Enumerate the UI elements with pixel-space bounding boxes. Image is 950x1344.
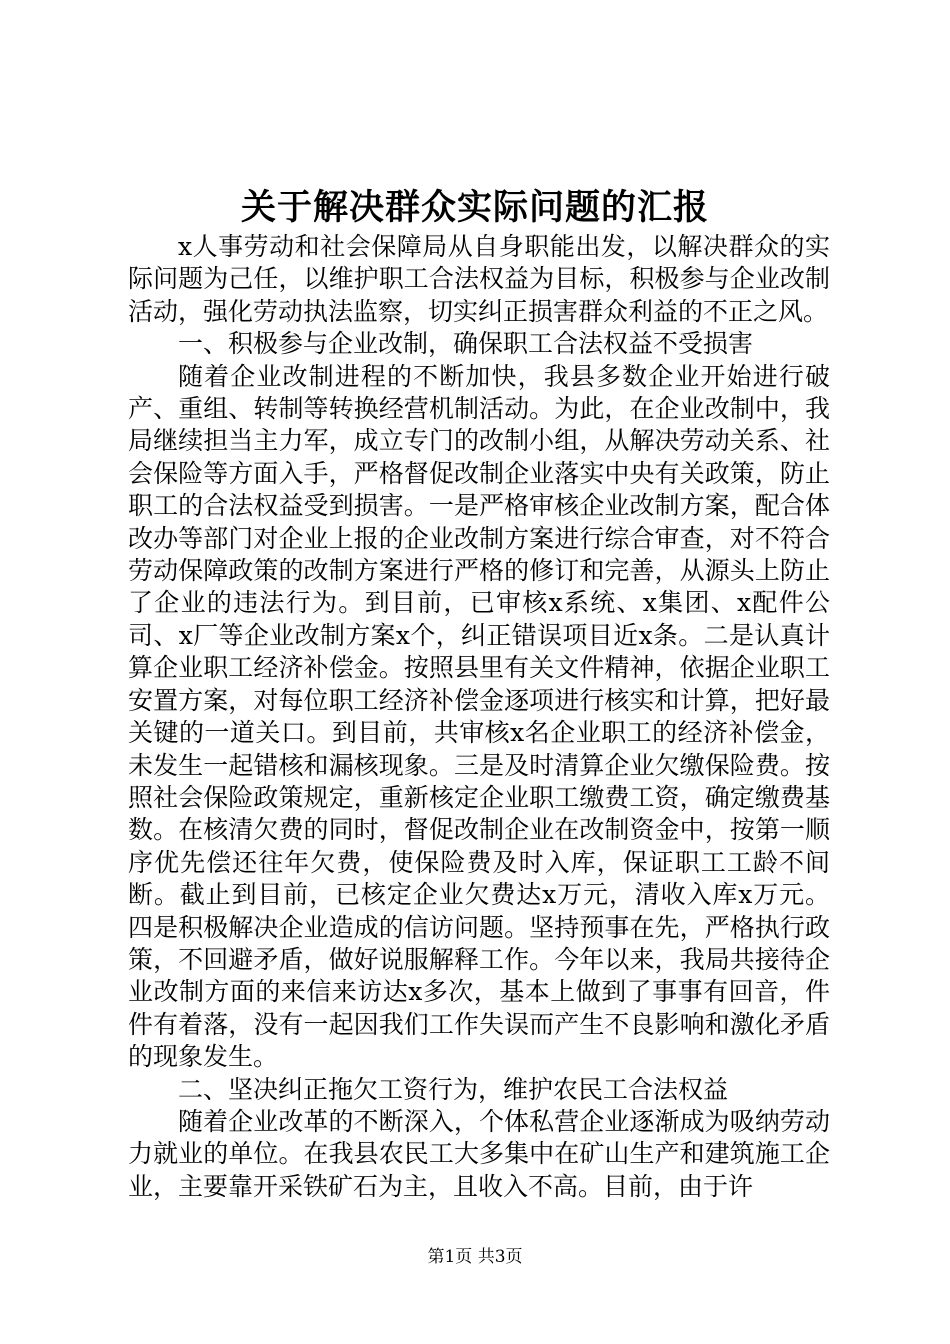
document-body — [128, 231, 830, 1203]
page-number-footer: 第1页 共3页 — [427, 1247, 523, 1267]
section-heading-2: 二、坚决纠正拖欠工资行为，维护农民工合法权益 — [178, 1074, 729, 1104]
document-title: 关于解决群众实际问题的汇报 — [240, 187, 709, 228]
intro-paragraph: x人事劳动和社会保障局从自身职能出发，以解决群众的实际问题为己任，以维护职工合法权益为目标，积极参与企业改制活动，强化劳动执法监察，切实纠正损害群众利益的不正之风。 — [128, 232, 830, 326]
section-2-paragraph: 随着企业改革的不断深入，个体私营企业逐渐成为吸纳劳动力就业的单位。在我县农民工大多集中在矿山生产和建筑施工企业，主要靠开采铁矿石为主，且收入不高。目前，由于许 — [128, 1106, 830, 1201]
section-1-paragraph: 随着企业改制进程的不断加快，我县多数企业开始进行破产、重组、转制等转换经营机制活动。为此，在企业改制中，我局继续担当主力军，成立专门的改制小组，从解决劳动关系、社会保险等方面入手，严格督促改制企业落实中央有关政策，防止职工的合法权益受到损害。一是严格审核企业改制方案，配合体改办等部门对企业上报的企业改制方案进行综合审查，对不符合劳动保障政策的改制方案进行严格的修订和完善，从源头上防止了企业的违法行为。到目前，已审核x系统、x集团、x配件公司、x厂等企业改制方案x个，纠正错误项目近x条。二是认真计算企业职工经济补偿金。按照县里有关文件精神，依据企业职工安置方案，对每位职工经济补偿金逐项进行核实和计算，把好最关键的一道关口。到目前，共审核x名企业职工的经济补偿金，未发生一起错核和漏核现象。三是及时清算企业欠缴保险费。按照社会保险政策规定，重新核定企业职工缴费工资，确定缴费基数。在核清欠费的同时，督促改制企业在改制资金中，按第一顺序优先偿还往年欠费，使保险费及时入库，保证职工工龄不间断。截止到目前，已核定企业欠费达x万元，清收入库x万元。四是积极解决企业造成的信访问题。坚持预事在先，严格执行政策，不回避矛盾，做好说服解释工作。今年以来，我局共接待企业改制方面的来信来访达x多次，基本上做到了事事有回音，件件有着落，没有一起因我们工作失误而产生不良影响和激化矛盾的现象发生。 — [128, 361, 830, 1072]
section-heading-1: 一、积极参与企业改制，确保职工合法权益不受损害 — [178, 329, 754, 359]
